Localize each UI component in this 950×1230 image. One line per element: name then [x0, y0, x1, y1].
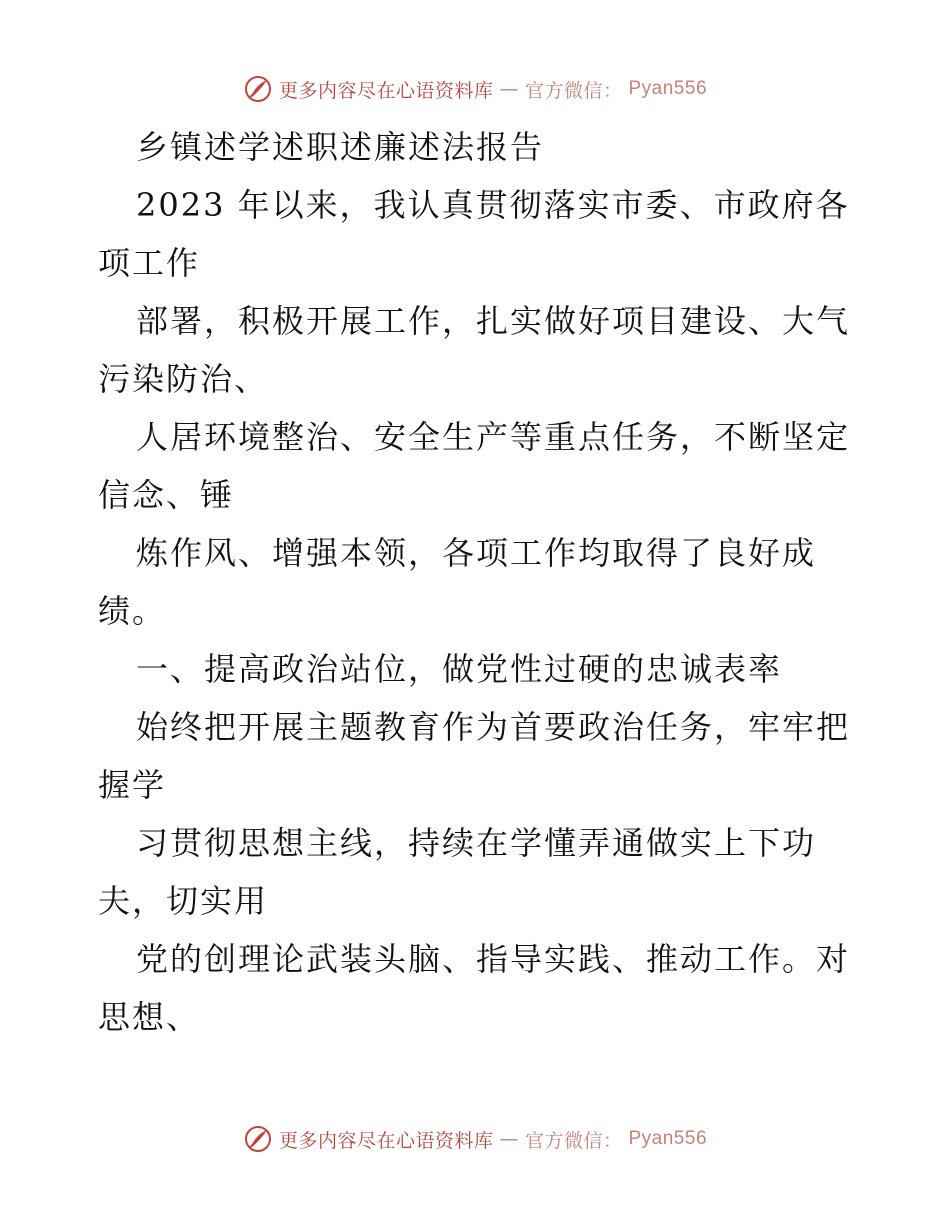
watermark-separator: —: [499, 1128, 519, 1150]
paragraph-line: 2023 年以来，我认真贯彻落实市委、市政府各: [136, 186, 850, 224]
feather-pen-logo-icon: [243, 74, 273, 104]
paragraph-line: 炼作风、增强本领，各项工作均取得了良好成: [136, 534, 817, 572]
watermark-separator: —: [499, 78, 519, 100]
document-title: 乡镇述学述职述廉述法报告: [136, 128, 545, 166]
paragraph-line: 人居环境整治、安全生产等重点任务，不断坚定: [136, 418, 851, 456]
paragraph-line: 信念、锤: [98, 476, 235, 514]
section-heading: 一、提高政治站位，做党性过硬的忠诚表率: [136, 650, 783, 688]
paragraph-line: 项工作: [98, 244, 201, 282]
watermark-wechat-label: 官方微信：: [524, 1129, 623, 1152]
watermark-wechat-id: Pyan556: [628, 78, 708, 99]
watermark-wechat-id: Pyan556: [628, 1128, 708, 1149]
watermark-brand: 更多内容尽在心语资料库: [278, 79, 494, 102]
paragraph-line: 党的创理论武装头脑、指导实践、推动工作。对: [136, 940, 851, 978]
paragraph-line: 污染防治、: [98, 360, 269, 398]
paragraph-line: 习贯彻思想主线，持续在学懂弄通做实上下功: [136, 824, 817, 862]
paragraph-line: 部署，积极开展工作，扎实做好项目建设、大气: [136, 302, 851, 340]
paragraph-line: 思想、: [98, 998, 201, 1036]
paragraph-line: 始终把开展主题教育作为首要政治任务，牢牢把: [136, 708, 851, 746]
paragraph-line: 绩。: [98, 592, 167, 630]
feather-pen-logo-icon: [243, 1124, 273, 1154]
document-body: [98, 118, 858, 1046]
footer-watermark: [0, 1124, 950, 1154]
watermark-wechat-label: 官方微信：: [524, 79, 623, 102]
header-watermark: [0, 74, 950, 104]
paragraph-line: 夫，切实用: [98, 882, 269, 920]
watermark-brand: 更多内容尽在心语资料库: [278, 1129, 494, 1152]
paragraph-line: 握学: [98, 766, 167, 804]
